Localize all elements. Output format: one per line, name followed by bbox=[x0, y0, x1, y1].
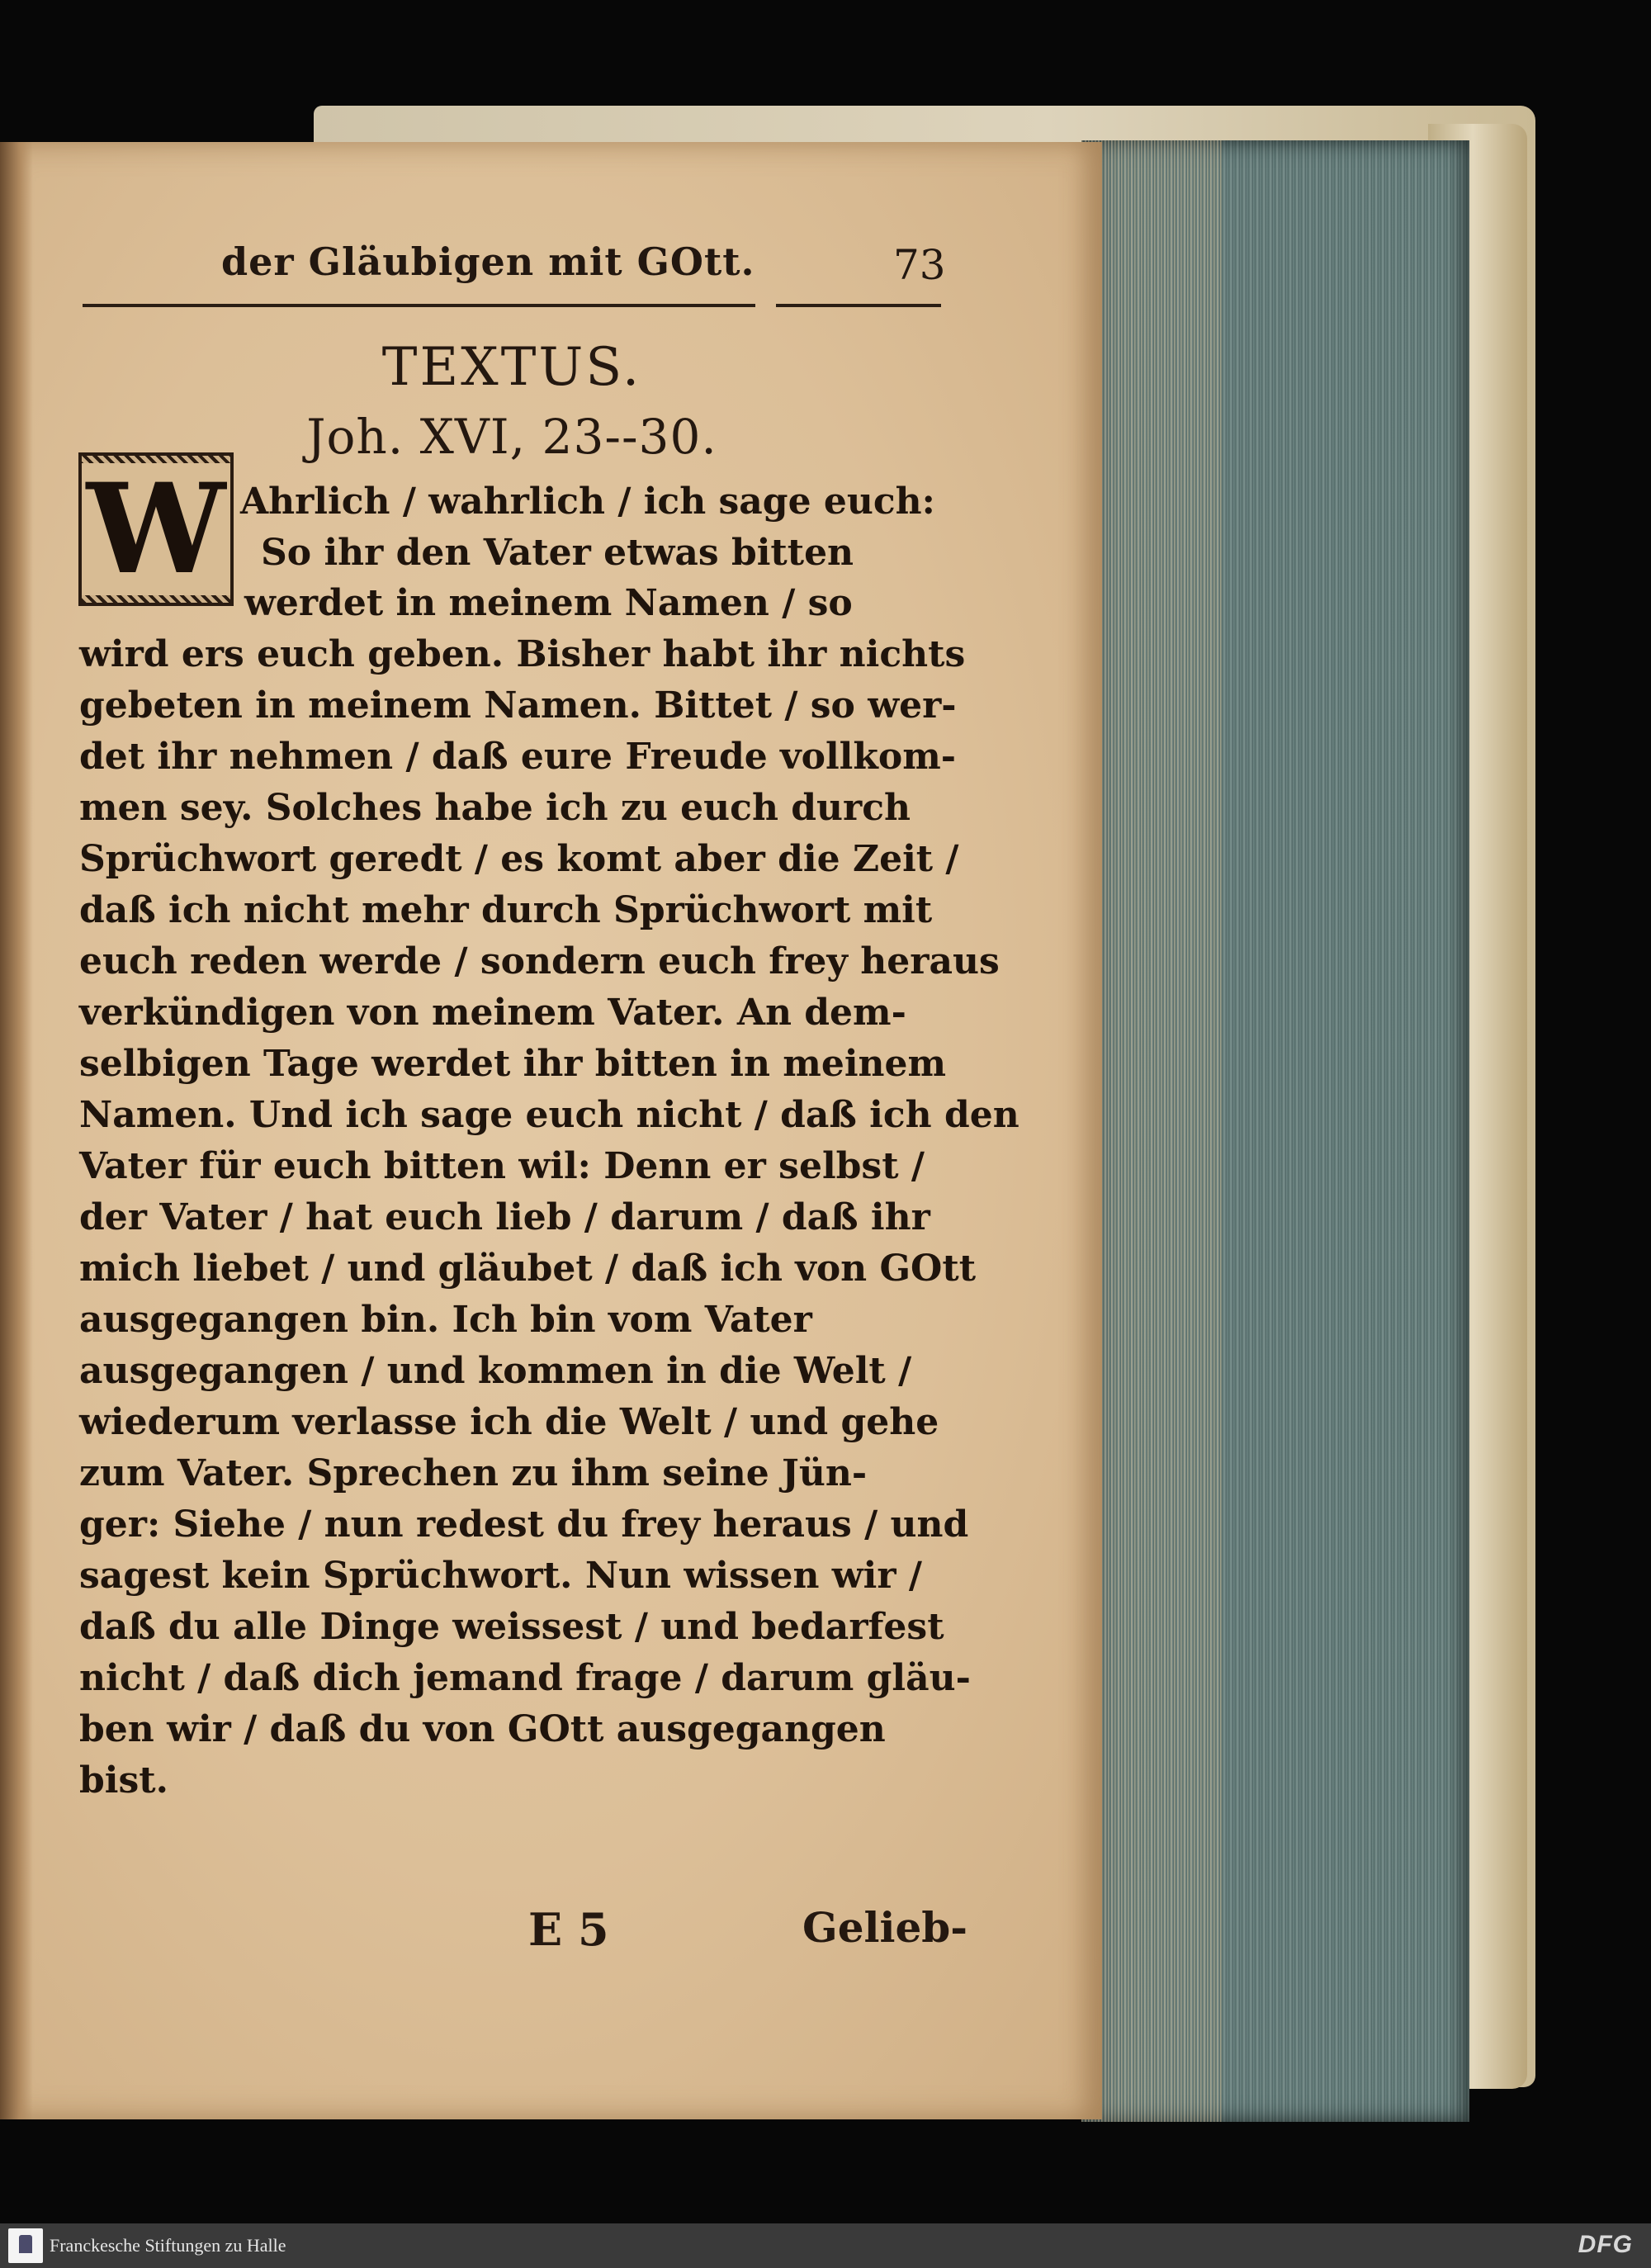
scripture-reference: Joh. XVI, 23--30. bbox=[306, 409, 717, 465]
dfg-badge: DFG bbox=[1578, 2231, 1633, 2258]
catchword: Gelieb- bbox=[802, 1903, 968, 1952]
institution-logo-icon bbox=[8, 2228, 43, 2263]
drop-cap-letter: W bbox=[82, 463, 230, 595]
text-heading: TEXTUS. bbox=[381, 337, 642, 398]
footer-bar bbox=[0, 2223, 1651, 2268]
head-rule-right bbox=[776, 304, 941, 307]
running-head: der Gläubigen mit GOtt. bbox=[221, 239, 755, 284]
page-gutter bbox=[0, 142, 33, 2119]
signature-mark: E 5 bbox=[528, 1903, 609, 1956]
page-number: 73 bbox=[893, 241, 946, 289]
institution-name: Franckesche Stiftungen zu Halle bbox=[50, 2235, 286, 2256]
head-rule bbox=[83, 304, 755, 307]
page-fore-edge-highlight bbox=[1081, 140, 1222, 2122]
drop-cap-initial bbox=[78, 452, 234, 606]
